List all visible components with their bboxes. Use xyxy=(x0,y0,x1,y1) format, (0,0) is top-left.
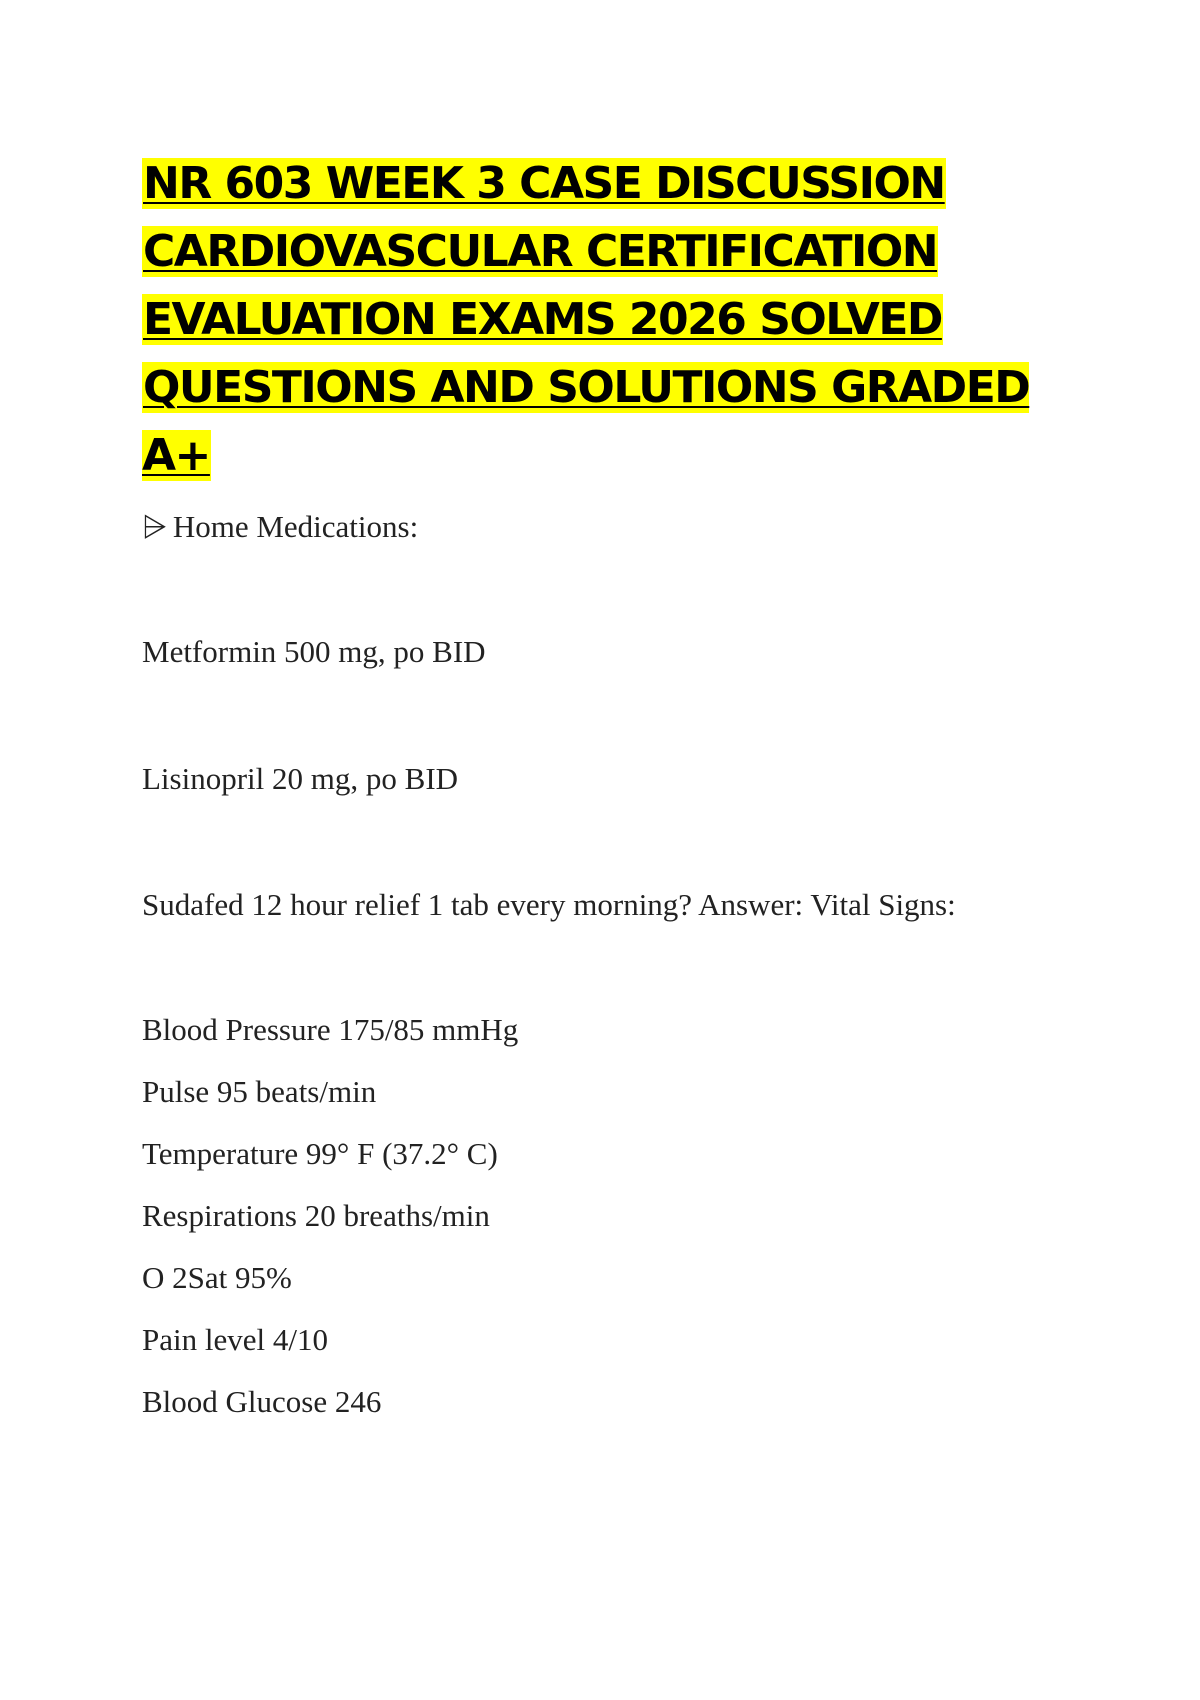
title-line-2: CARDIOVASCULAR CERTIFICATION xyxy=(143,226,938,277)
vital-sign-item: O 2Sat 95% xyxy=(142,1260,292,1295)
document-title xyxy=(142,150,1062,490)
vital-sign-item: Pulse 95 beats/min xyxy=(142,1074,377,1109)
title-line-1: NR 603 WEEK 3 CASE DISCUSSION xyxy=(143,158,945,209)
arrow-bullet-icon: ⩥ xyxy=(142,509,167,544)
medication-item: Sudafed 12 hour relief 1 tab every morning? Answer: Vital Signs: xyxy=(142,887,956,922)
title-line-3: EVALUATION EXAMS 2026 SOLVED xyxy=(143,294,942,345)
medication-item: Metformin 500 mg, po BID xyxy=(142,634,486,669)
vital-sign-item: Temperature 99° F (37.2° C) xyxy=(142,1136,498,1171)
vital-sign-item: Pain level 4/10 xyxy=(142,1322,328,1357)
vital-sign-item: Blood Glucose 246 xyxy=(142,1384,382,1419)
medication-item: Lisinopril 20 mg, po BID xyxy=(142,761,459,796)
home-medications-heading xyxy=(142,507,418,547)
vital-sign-item: Blood Pressure 175/85 mmHg xyxy=(142,1012,519,1047)
title-line-4: QUESTIONS AND SOLUTIONS GRADED A+ xyxy=(142,362,1030,481)
home-medications-label: Home Medications: xyxy=(172,509,419,544)
vital-sign-item: Respirations 20 breaths/min xyxy=(142,1198,490,1233)
